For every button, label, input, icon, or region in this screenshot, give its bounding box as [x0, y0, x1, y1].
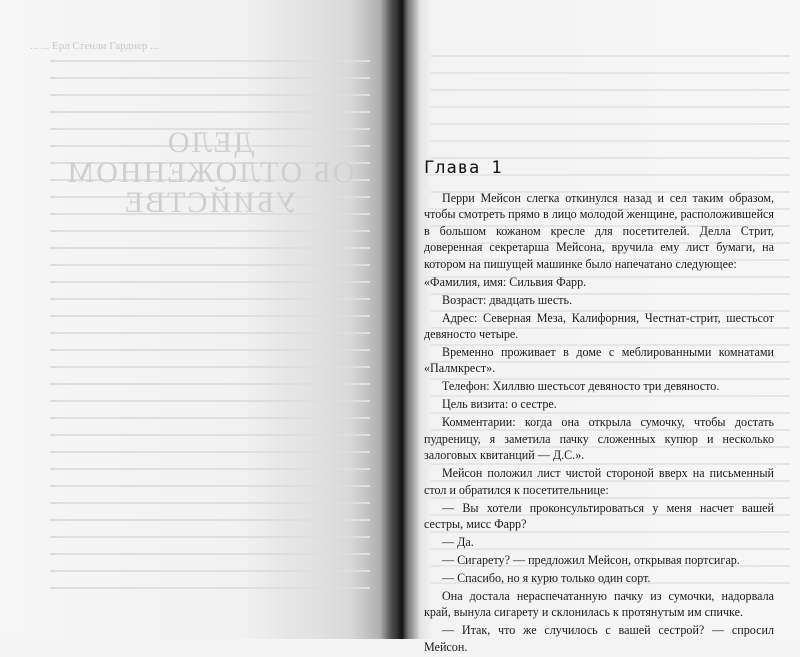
bleed-through-title [60, 128, 360, 218]
bleed-through-header: ... ... Ерл Стенли Гарднер ... [30, 40, 159, 52]
ghost-title-line-3: УБИЙСТВЕ [122, 186, 298, 219]
paragraph: — Спасибо, но я курю только один сорт. [442, 571, 651, 586]
paragraph: Перри Мейсон слегка откинулся назад и сел таким образом, чтобы смотреть прямо в лицо молодой женщине, расположившейся в большом кожаном кресле для посетителей. Делла Стрит, доверенная секретарша Мейсона, вручила ему лист бумаги, на котором на пишущей машинке было напечатано следующее: [424, 191, 774, 271]
paragraph: «Фамилия, имя: Сильвия Фарр. [424, 274, 587, 289]
left-page [0, 0, 398, 639]
chapter-body-text [424, 190, 774, 657]
chapter-title: Глава 1 [424, 158, 503, 178]
paragraph: — Вы хотели проконсультироваться у меня насчет вашей сестры, мисс Фарр? [424, 500, 774, 532]
paragraph: Цель визита: о сестре. [442, 397, 557, 412]
ghost-title-line-1: ДЕЛО [165, 126, 255, 159]
ghost-title-line-2: ОБ ОТЛОЖЕННОМ [65, 156, 355, 189]
paragraph: — Итак, что же случилось с вашей сестрой? — спросил Мейсон. [424, 623, 774, 654]
paragraph: Она достала нераспечатанную пачку из сумочки, надорвала край, вынула сигарету и склонилась к протянутым им спичке. [424, 589, 774, 620]
paragraph: — Сигарету? — предложил Мейсон, открывая портсигар. [442, 553, 740, 568]
paragraph: Комментарии: когда она открыла сумочку, чтобы достать пудреницу, я заметила пачку сложенных купюр и несколько залоговых квитанций — Д.С.». [424, 415, 774, 463]
book-gutter [380, 0, 420, 639]
paragraph: Возраст: двадцать шесть. [442, 292, 573, 307]
paragraph: Мейсон положил лист чистой стороной вверх на письменный стол и обратился к посетительнице: [424, 466, 774, 497]
paragraph: Временно проживает в доме с меблированными комнатами «Палмкрест». [424, 345, 774, 376]
paragraph: — Да. [442, 535, 474, 550]
paragraph: Телефон: Хиллвю шестьсот девяносто три девяносто. [442, 379, 720, 394]
paragraph: Адрес: Северная Меза, Калифорния, Честнат-стрит, шестьсот девяносто четыре. [424, 310, 774, 342]
